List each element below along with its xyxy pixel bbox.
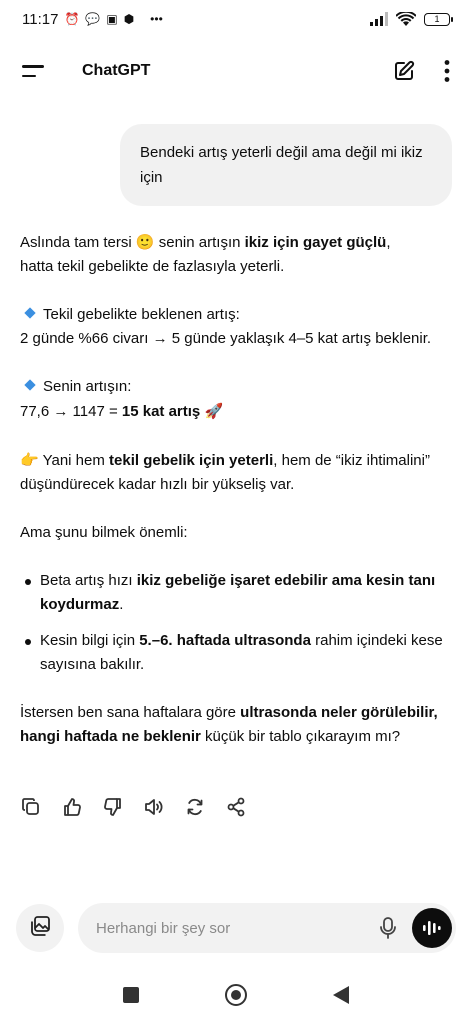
assistant-paragraph: 👉 Yani hem tekil gebelik için yeterli, hem de “ikiz ihtimalini” düşündürecek kadar hızlı bir yükseliş var. <box>20 451 430 493</box>
more-notifications-icon: ••• <box>150 12 163 26</box>
battery-level: 1 <box>434 14 440 24</box>
copy-icon[interactable] <box>20 796 42 818</box>
smile-emoji-icon: 🙂 <box>135 233 155 251</box>
composer <box>16 902 456 954</box>
message-input-wrapper <box>78 903 456 953</box>
voice-mode-icon <box>422 919 442 937</box>
assistant-paragraph: Ama şunu bilmek önemli: <box>20 524 188 541</box>
thumbs-down-icon[interactable] <box>102 796 124 818</box>
home-icon[interactable] <box>225 984 247 1006</box>
app-icon: ⬢ <box>123 12 135 26</box>
menu-icon[interactable] <box>22 59 52 83</box>
pointing-hand-emoji-icon: 👉 <box>20 451 39 469</box>
status-time: 11:17 <box>22 10 59 28</box>
signal-icon <box>370 12 388 26</box>
blue-diamond-icon <box>24 379 35 390</box>
app-icon: ▣ <box>106 12 118 26</box>
assistant-paragraph: Tekil gebelikte beklenen artış: 2 günde %66 civarı → 5 günde yaklaşık 4–5 kat artış beklenir. <box>20 306 432 347</box>
attach-image-icon <box>28 914 52 943</box>
rocket-emoji-icon: 🚀 <box>204 402 224 420</box>
voice-mode-button[interactable] <box>412 908 452 948</box>
message-icon: 💬 <box>85 12 101 26</box>
message-actions <box>20 796 247 818</box>
more-vertical-icon[interactable] <box>444 59 450 83</box>
assistant-message <box>20 230 452 773</box>
wifi-icon <box>396 12 416 27</box>
attach-image-button[interactable] <box>16 904 64 952</box>
share-icon[interactable] <box>225 796 247 818</box>
app-header <box>0 48 472 94</box>
list-item: Beta artış hızı ikiz gebeliğe işaret edebilir ama kesin tanı koydurmaz. <box>20 569 452 617</box>
assistant-paragraph: İstersen ben sana haftalara göre ultrasonda neler görülebilir, hangi haftada ne beklenir küçük bir tablo çıkarayım mı? <box>20 704 438 745</box>
app-title: ChatGPT <box>82 62 151 79</box>
assistant-bullet-list <box>20 569 452 677</box>
battery-icon <box>424 13 450 26</box>
status-bar <box>0 0 472 38</box>
recents-icon[interactable] <box>123 987 139 1003</box>
assistant-paragraph: Senin artışın: 77,6 → 1147 = 15 kat artış 🚀 <box>20 378 224 420</box>
alarm-icon: ⏰ <box>64 12 80 26</box>
user-message-bubble: Bendeki artış yeterli değil ama değil mi ikiz için <box>120 124 452 206</box>
message-input[interactable] <box>96 920 374 937</box>
blue-diamond-icon <box>24 307 35 318</box>
thumbs-up-icon[interactable] <box>61 796 83 818</box>
regenerate-icon[interactable] <box>184 796 206 818</box>
assistant-paragraph: Aslında tam tersi 🙂 senin artışın ikiz için gayet güçlü, hatta tekil gebelikte de fazlasıyla yeterli. <box>20 233 391 275</box>
list-item: Kesin bilgi için 5.–6. haftada ultrasonda rahim içindeki kese sayısına bakılır. <box>20 629 452 677</box>
read-aloud-icon[interactable] <box>143 796 165 818</box>
system-nav-bar <box>0 978 472 1012</box>
new-chat-icon[interactable] <box>392 59 416 83</box>
back-icon[interactable] <box>333 986 349 1004</box>
microphone-icon[interactable] <box>374 914 402 942</box>
